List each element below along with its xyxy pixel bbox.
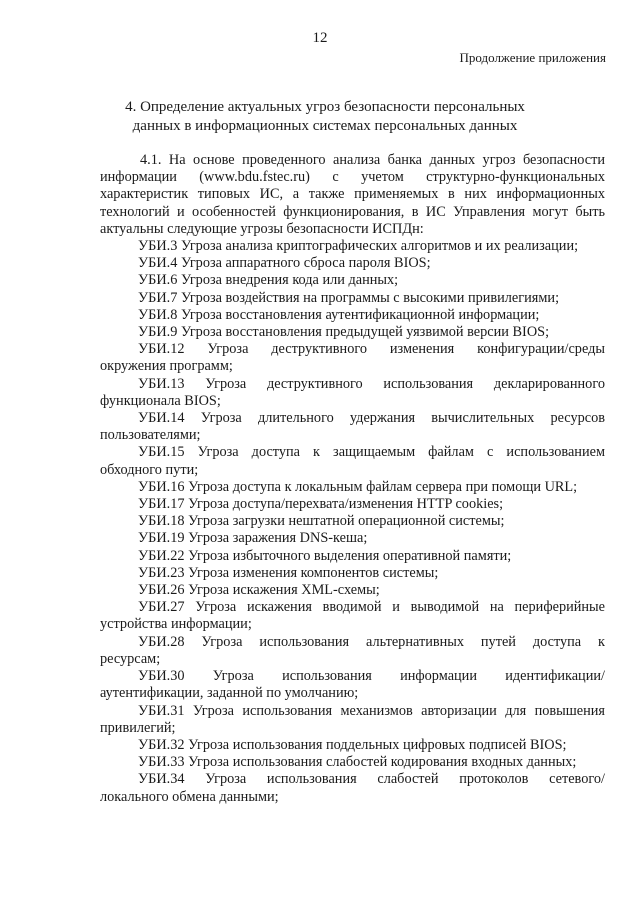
text-line: УБИ.23 Угроза изменения компонентов системы; [138,564,439,581]
threat-item [100,737,605,754]
threat-item [100,238,605,255]
text-line: УБИ.26 Угроза искажения XML-схемы; [138,582,380,599]
text-line: технологий и особенностей функционирования, в ИС Управления могут быть [100,203,605,220]
text-line: информации (www.bdu.fstec.ru) с учетом структурно-функциональных [100,169,605,186]
text-line: УБИ.17 Угроза доступа/перехвата/изменения HTTP cookies; [138,496,504,513]
section-heading-line: 4. Определение актуальных угроз безопасности персональных [125,99,525,115]
text-line: УБИ.15 Угроза доступа к защищаемым файлам с использованием [138,444,605,461]
text-line: аутентификации, заданной по умолчанию; [100,685,359,702]
text-line: привилегий; [100,719,176,736]
text-line: УБИ.32 Угроза использования поддельных цифровых подписей BIOS; [138,736,567,753]
text-line: УБИ.34 Угроза использования слабостей протоколов сетевого/ [138,771,605,788]
threat-item [100,754,605,771]
threat-item [100,582,605,599]
threat-item [100,771,605,805]
text-line: окружения программ; [100,358,233,375]
threat-item [100,668,605,702]
threat-item [100,272,605,289]
threat-item [100,496,605,513]
text-line: УБИ.13 Угроза деструктивного использования декларированного [138,375,605,392]
text-line: УБИ.7 Угроза воздействия на программы с высокими привилегиями; [138,289,560,306]
text-line: УБИ.30 Угроза использования информации идентификации/ [138,668,605,685]
text-line: функционала BIOS; [100,392,221,409]
text-line: УБИ.22 Угроза избыточного выделения оперативной памяти; [138,547,512,564]
threat-item [100,599,605,633]
section-heading [90,98,560,136]
text-line: локального обмена данными; [100,788,279,805]
text-line: УБИ.18 Угроза загрузки нештатной операционной системы; [138,513,505,530]
threat-item [100,444,605,478]
document-body [100,152,605,806]
threat-list [100,238,605,806]
text-line: характеристик типовых ИС, а также применяемых в них информационных [100,186,605,203]
text-line: актуальны следующие угрозы безопасности ИСПДн: [100,220,424,237]
text-line: ресурсам; [100,650,161,667]
text-line: УБИ.3 Угроза анализа криптографических алгоритмов и их реализации; [138,238,579,255]
threat-item [100,410,605,444]
text-line: УБИ.28 Угроза использования альтернативных путей доступа к [138,633,605,650]
text-line: УБИ.4 Угроза аппаратного сброса пароля BIOS; [138,255,431,272]
section-heading-line: данных в информационных системах персональных данных [132,118,518,134]
text-line: устройства информации; [100,616,252,633]
threat-item [100,548,605,565]
text-line: УБИ.33 Угроза использования слабостей кодирования входных данных; [138,754,577,771]
text-line: УБИ.27 Угроза искажения вводимой и выводимой на периферийные [138,599,605,616]
threat-item [100,703,605,737]
threat-item [100,255,605,272]
text-line: УБИ.19 Угроза заражения DNS-кеша; [138,530,368,547]
threat-item [100,530,605,547]
intro-paragraph [100,152,605,238]
threat-item [100,479,605,496]
threat-item [100,290,605,307]
text-line: УБИ.16 Угроза доступа к локальным файлам сервера при помощи URL; [138,478,578,495]
continuation-label: Продолжение приложения [459,50,606,65]
page-number: 12 [312,30,328,46]
text-line: УБИ.12 Угроза деструктивного изменения конфигурации/среды [138,341,605,358]
text-line: обходного пути; [100,461,199,478]
threat-item [100,341,605,375]
threat-item [100,307,605,324]
threat-item [100,376,605,410]
text-line: УБИ.6 Угроза внедрения кода или данных; [138,272,399,289]
text-line: УБИ.8 Угроза восстановления аутентификационной информации; [138,306,540,323]
text-line: УБИ.9 Угроза восстановления предыдущей уязвимой версии BIOS; [138,324,550,341]
threat-item [100,513,605,530]
text-line: УБИ.31 Угроза использования механизмов авторизации для повышения [138,702,605,719]
threat-item [100,324,605,341]
threat-item [100,565,605,582]
text-line: УБИ.14 Угроза длительного удержания вычислительных ресурсов [138,410,605,427]
threat-item [100,634,605,668]
text-line: 4.1. На основе проведенного анализа банка данных угроз безопасности [140,152,605,168]
text-line: пользователями; [100,427,201,444]
